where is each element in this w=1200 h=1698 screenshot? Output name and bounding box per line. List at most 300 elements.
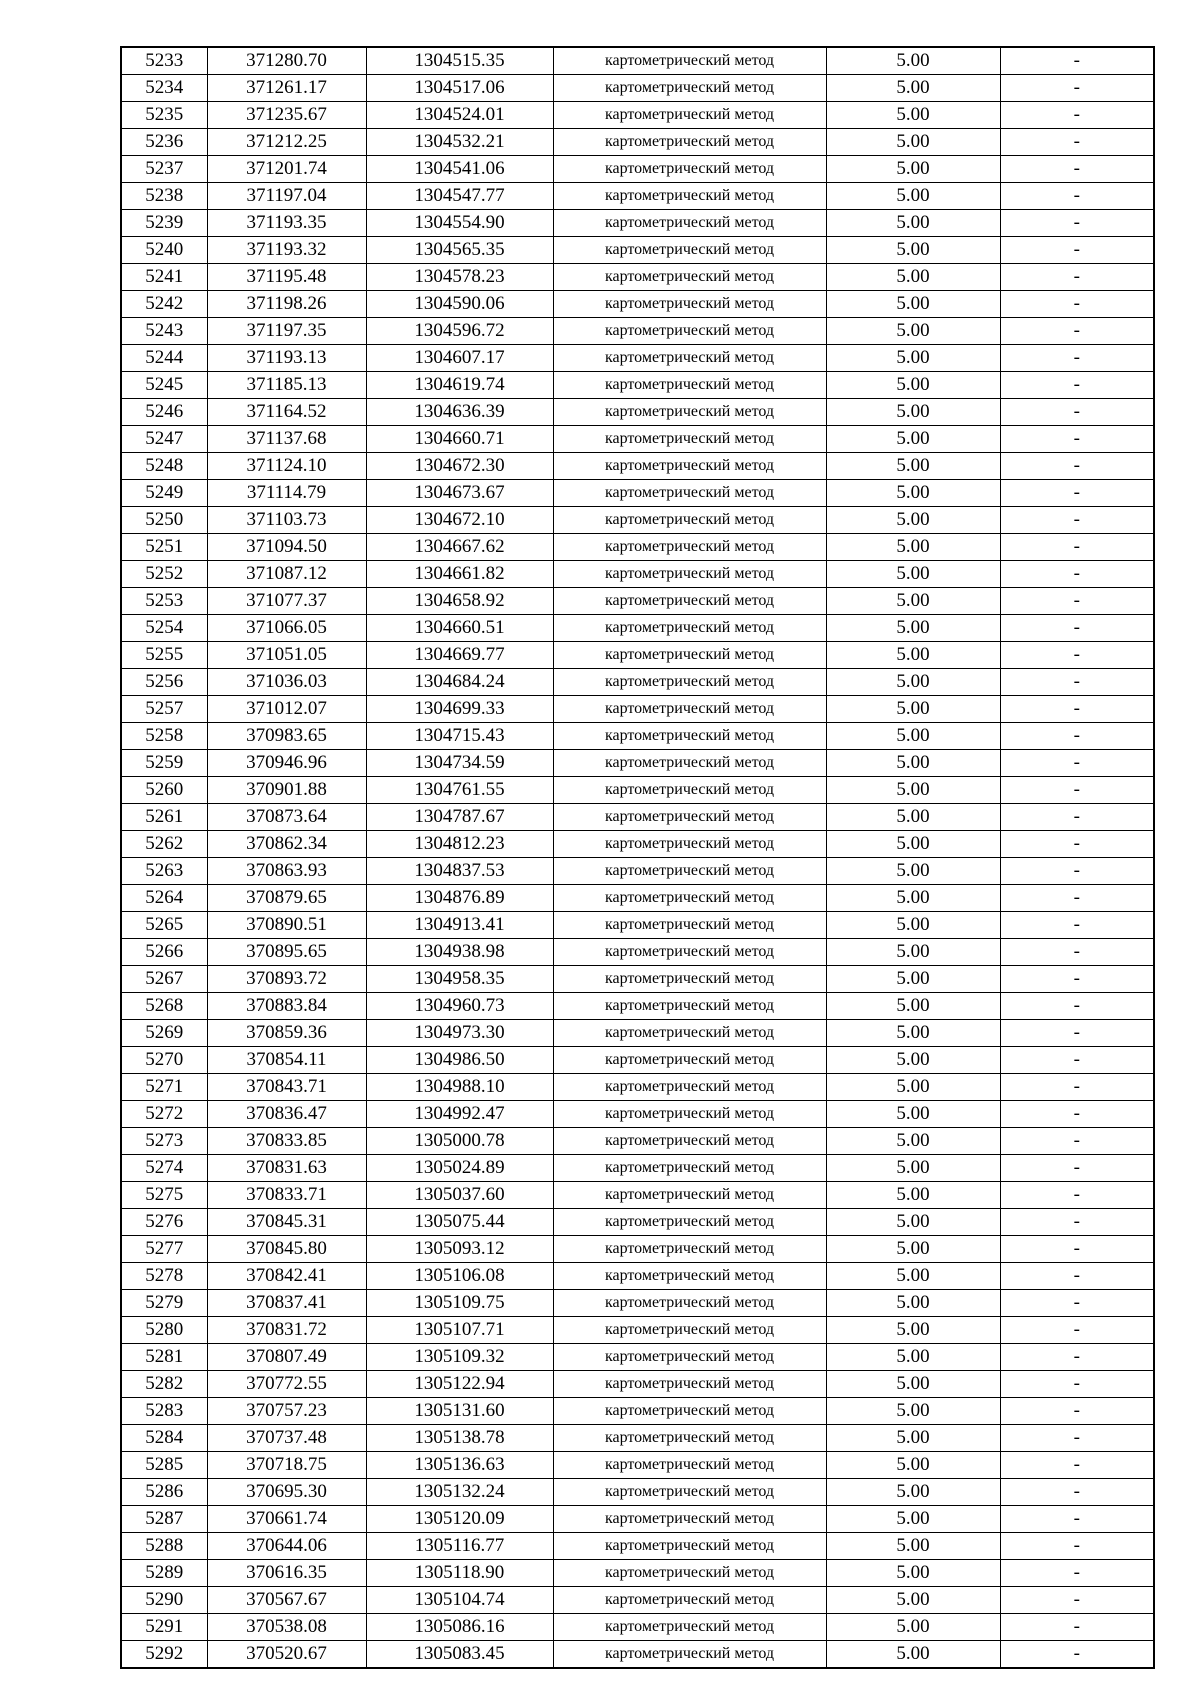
table-row xyxy=(121,1587,1154,1614)
note-cell: - xyxy=(1000,669,1154,696)
table-row xyxy=(121,723,1154,750)
table-row xyxy=(121,102,1154,129)
accuracy-cell: 5.00 xyxy=(826,939,1000,966)
y-coordinate-cell: 1305037.60 xyxy=(366,1182,553,1209)
accuracy-cell: 5.00 xyxy=(826,291,1000,318)
accuracy-cell: 5.00 xyxy=(826,1182,1000,1209)
accuracy-cell: 5.00 xyxy=(826,696,1000,723)
note-cell: - xyxy=(1000,129,1154,156)
y-coordinate-cell: 1305109.32 xyxy=(366,1344,553,1371)
method-cell: картометрический метод xyxy=(553,129,826,156)
point-number-cell: 5257 xyxy=(121,696,207,723)
x-coordinate-cell: 371195.48 xyxy=(207,264,366,291)
note-cell: - xyxy=(1000,561,1154,588)
point-number-cell: 5292 xyxy=(121,1641,207,1669)
accuracy-cell: 5.00 xyxy=(826,1344,1000,1371)
x-coordinate-cell: 371198.26 xyxy=(207,291,366,318)
accuracy-cell: 5.00 xyxy=(826,453,1000,480)
point-number-cell: 5284 xyxy=(121,1425,207,1452)
table-row xyxy=(121,1290,1154,1317)
method-cell: картометрический метод xyxy=(553,615,826,642)
accuracy-cell: 5.00 xyxy=(826,264,1000,291)
y-coordinate-cell: 1304672.30 xyxy=(366,453,553,480)
note-cell: - xyxy=(1000,858,1154,885)
method-cell: картометрический метод xyxy=(553,993,826,1020)
method-cell: картометрический метод xyxy=(553,1533,826,1560)
accuracy-cell: 5.00 xyxy=(826,372,1000,399)
point-number-cell: 5246 xyxy=(121,399,207,426)
y-coordinate-cell: 1304734.59 xyxy=(366,750,553,777)
method-cell: картометрический метод xyxy=(553,345,826,372)
accuracy-cell: 5.00 xyxy=(826,1560,1000,1587)
method-cell: картометрический метод xyxy=(553,966,826,993)
x-coordinate-cell: 371212.25 xyxy=(207,129,366,156)
method-cell: картометрический метод xyxy=(553,210,826,237)
note-cell: - xyxy=(1000,1128,1154,1155)
table-row xyxy=(121,1641,1154,1669)
accuracy-cell: 5.00 xyxy=(826,345,1000,372)
y-coordinate-cell: 1305122.94 xyxy=(366,1371,553,1398)
table-row xyxy=(121,318,1154,345)
accuracy-cell: 5.00 xyxy=(826,318,1000,345)
accuracy-cell: 5.00 xyxy=(826,183,1000,210)
method-cell: картометрический метод xyxy=(553,696,826,723)
method-cell: картометрический метод xyxy=(553,75,826,102)
accuracy-cell: 5.00 xyxy=(826,1128,1000,1155)
point-number-cell: 5249 xyxy=(121,480,207,507)
table-row xyxy=(121,372,1154,399)
x-coordinate-cell: 370695.30 xyxy=(207,1479,366,1506)
y-coordinate-cell: 1305132.24 xyxy=(366,1479,553,1506)
point-number-cell: 5260 xyxy=(121,777,207,804)
note-cell: - xyxy=(1000,1560,1154,1587)
note-cell: - xyxy=(1000,75,1154,102)
accuracy-cell: 5.00 xyxy=(826,1479,1000,1506)
point-number-cell: 5250 xyxy=(121,507,207,534)
accuracy-cell: 5.00 xyxy=(826,885,1000,912)
y-coordinate-cell: 1304660.51 xyxy=(366,615,553,642)
accuracy-cell: 5.00 xyxy=(826,1506,1000,1533)
accuracy-cell: 5.00 xyxy=(826,156,1000,183)
point-number-cell: 5245 xyxy=(121,372,207,399)
table-row xyxy=(121,885,1154,912)
y-coordinate-cell: 1304578.23 xyxy=(366,264,553,291)
x-coordinate-cell: 371114.79 xyxy=(207,480,366,507)
table-row xyxy=(121,1425,1154,1452)
y-coordinate-cell: 1304715.43 xyxy=(366,723,553,750)
point-number-cell: 5238 xyxy=(121,183,207,210)
point-number-cell: 5273 xyxy=(121,1128,207,1155)
point-number-cell: 5285 xyxy=(121,1452,207,1479)
accuracy-cell: 5.00 xyxy=(826,399,1000,426)
point-number-cell: 5237 xyxy=(121,156,207,183)
y-coordinate-cell: 1305024.89 xyxy=(366,1155,553,1182)
table-row xyxy=(121,237,1154,264)
y-coordinate-cell: 1304565.35 xyxy=(366,237,553,264)
point-number-cell: 5248 xyxy=(121,453,207,480)
point-number-cell: 5258 xyxy=(121,723,207,750)
note-cell: - xyxy=(1000,1020,1154,1047)
note-cell: - xyxy=(1000,1182,1154,1209)
accuracy-cell: 5.00 xyxy=(826,129,1000,156)
table-row xyxy=(121,1128,1154,1155)
x-coordinate-cell: 370843.71 xyxy=(207,1074,366,1101)
point-number-cell: 5291 xyxy=(121,1614,207,1641)
method-cell: картометрический метод xyxy=(553,1452,826,1479)
method-cell: картометрический метод xyxy=(553,804,826,831)
accuracy-cell: 5.00 xyxy=(826,210,1000,237)
point-number-cell: 5270 xyxy=(121,1047,207,1074)
y-coordinate-cell: 1304761.55 xyxy=(366,777,553,804)
method-cell: картометрический метод xyxy=(553,1290,826,1317)
table-row xyxy=(121,1452,1154,1479)
x-coordinate-cell: 370845.80 xyxy=(207,1236,366,1263)
accuracy-cell: 5.00 xyxy=(826,1047,1000,1074)
table-row xyxy=(121,1182,1154,1209)
point-number-cell: 5261 xyxy=(121,804,207,831)
table-row xyxy=(121,642,1154,669)
y-coordinate-cell: 1304787.67 xyxy=(366,804,553,831)
y-coordinate-cell: 1304672.10 xyxy=(366,507,553,534)
note-cell: - xyxy=(1000,1506,1154,1533)
method-cell: картометрический метод xyxy=(553,750,826,777)
y-coordinate-cell: 1304669.77 xyxy=(366,642,553,669)
table-row xyxy=(121,1020,1154,1047)
accuracy-cell: 5.00 xyxy=(826,1371,1000,1398)
coordinates-table-body xyxy=(121,47,1154,1668)
note-cell: - xyxy=(1000,1209,1154,1236)
x-coordinate-cell: 371193.13 xyxy=(207,345,366,372)
method-cell: картометрический метод xyxy=(553,1074,826,1101)
table-row xyxy=(121,615,1154,642)
x-coordinate-cell: 370879.65 xyxy=(207,885,366,912)
y-coordinate-cell: 1304986.50 xyxy=(366,1047,553,1074)
x-coordinate-cell: 371261.17 xyxy=(207,75,366,102)
table-row xyxy=(121,75,1154,102)
method-cell: картометрический метод xyxy=(553,642,826,669)
y-coordinate-cell: 1305109.75 xyxy=(366,1290,553,1317)
point-number-cell: 5287 xyxy=(121,1506,207,1533)
note-cell: - xyxy=(1000,1236,1154,1263)
point-number-cell: 5286 xyxy=(121,1479,207,1506)
x-coordinate-cell: 371164.52 xyxy=(207,399,366,426)
x-coordinate-cell: 371012.07 xyxy=(207,696,366,723)
y-coordinate-cell: 1304660.71 xyxy=(366,426,553,453)
note-cell: - xyxy=(1000,291,1154,318)
x-coordinate-cell: 370836.47 xyxy=(207,1101,366,1128)
point-number-cell: 5243 xyxy=(121,318,207,345)
method-cell: картометрический метод xyxy=(553,183,826,210)
accuracy-cell: 5.00 xyxy=(826,1425,1000,1452)
table-row xyxy=(121,588,1154,615)
note-cell: - xyxy=(1000,1074,1154,1101)
method-cell: картометрический метод xyxy=(553,939,826,966)
point-number-cell: 5241 xyxy=(121,264,207,291)
method-cell: картометрический метод xyxy=(553,588,826,615)
x-coordinate-cell: 371280.70 xyxy=(207,47,366,75)
accuracy-cell: 5.00 xyxy=(826,102,1000,129)
x-coordinate-cell: 371094.50 xyxy=(207,534,366,561)
method-cell: картометрический метод xyxy=(553,885,826,912)
table-row xyxy=(121,480,1154,507)
accuracy-cell: 5.00 xyxy=(826,777,1000,804)
y-coordinate-cell: 1305104.74 xyxy=(366,1587,553,1614)
x-coordinate-cell: 370983.65 xyxy=(207,723,366,750)
method-cell: картометрический метод xyxy=(553,372,826,399)
x-coordinate-cell: 370520.67 xyxy=(207,1641,366,1669)
y-coordinate-cell: 1304992.47 xyxy=(366,1101,553,1128)
method-cell: картометрический метод xyxy=(553,507,826,534)
table-row xyxy=(121,129,1154,156)
point-number-cell: 5267 xyxy=(121,966,207,993)
note-cell: - xyxy=(1000,1479,1154,1506)
point-number-cell: 5234 xyxy=(121,75,207,102)
point-number-cell: 5236 xyxy=(121,129,207,156)
method-cell: картометрический метод xyxy=(553,1398,826,1425)
note-cell: - xyxy=(1000,1452,1154,1479)
x-coordinate-cell: 370567.67 xyxy=(207,1587,366,1614)
y-coordinate-cell: 1304684.24 xyxy=(366,669,553,696)
table-row xyxy=(121,1479,1154,1506)
y-coordinate-cell: 1304607.17 xyxy=(366,345,553,372)
method-cell: картометрический метод xyxy=(553,1587,826,1614)
accuracy-cell: 5.00 xyxy=(826,1020,1000,1047)
y-coordinate-cell: 1305131.60 xyxy=(366,1398,553,1425)
y-coordinate-cell: 1305093.12 xyxy=(366,1236,553,1263)
point-number-cell: 5254 xyxy=(121,615,207,642)
y-coordinate-cell: 1304960.73 xyxy=(366,993,553,1020)
note-cell: - xyxy=(1000,534,1154,561)
y-coordinate-cell: 1305107.71 xyxy=(366,1317,553,1344)
x-coordinate-cell: 371103.73 xyxy=(207,507,366,534)
point-number-cell: 5253 xyxy=(121,588,207,615)
x-coordinate-cell: 370757.23 xyxy=(207,1398,366,1425)
method-cell: картометрический метод xyxy=(553,1155,826,1182)
table-row xyxy=(121,1533,1154,1560)
point-number-cell: 5278 xyxy=(121,1263,207,1290)
table-row xyxy=(121,183,1154,210)
note-cell: - xyxy=(1000,156,1154,183)
table-row xyxy=(121,1506,1154,1533)
note-cell: - xyxy=(1000,1047,1154,1074)
method-cell: картометрический метод xyxy=(553,102,826,129)
method-cell: картометрический метод xyxy=(553,1263,826,1290)
method-cell: картометрический метод xyxy=(553,1560,826,1587)
point-number-cell: 5269 xyxy=(121,1020,207,1047)
table-row xyxy=(121,507,1154,534)
table-row xyxy=(121,534,1154,561)
accuracy-cell: 5.00 xyxy=(826,1587,1000,1614)
note-cell: - xyxy=(1000,696,1154,723)
point-number-cell: 5262 xyxy=(121,831,207,858)
y-coordinate-cell: 1304667.62 xyxy=(366,534,553,561)
y-coordinate-cell: 1304541.06 xyxy=(366,156,553,183)
note-cell: - xyxy=(1000,615,1154,642)
table-row xyxy=(121,1398,1154,1425)
table-row xyxy=(121,1155,1154,1182)
accuracy-cell: 5.00 xyxy=(826,750,1000,777)
table-row xyxy=(121,345,1154,372)
point-number-cell: 5275 xyxy=(121,1182,207,1209)
y-coordinate-cell: 1304988.10 xyxy=(366,1074,553,1101)
x-coordinate-cell: 370895.65 xyxy=(207,939,366,966)
table-row xyxy=(121,1074,1154,1101)
note-cell: - xyxy=(1000,1587,1154,1614)
note-cell: - xyxy=(1000,588,1154,615)
note-cell: - xyxy=(1000,642,1154,669)
y-coordinate-cell: 1305086.16 xyxy=(366,1614,553,1641)
x-coordinate-cell: 370718.75 xyxy=(207,1452,366,1479)
note-cell: - xyxy=(1000,723,1154,750)
x-coordinate-cell: 370616.35 xyxy=(207,1560,366,1587)
method-cell: картометрический метод xyxy=(553,318,826,345)
x-coordinate-cell: 371197.35 xyxy=(207,318,366,345)
y-coordinate-cell: 1304913.41 xyxy=(366,912,553,939)
table-row xyxy=(121,1560,1154,1587)
table-row xyxy=(121,1047,1154,1074)
y-coordinate-cell: 1304812.23 xyxy=(366,831,553,858)
table-row xyxy=(121,912,1154,939)
note-cell: - xyxy=(1000,1614,1154,1641)
point-number-cell: 5272 xyxy=(121,1101,207,1128)
x-coordinate-cell: 371087.12 xyxy=(207,561,366,588)
note-cell: - xyxy=(1000,264,1154,291)
accuracy-cell: 5.00 xyxy=(826,723,1000,750)
y-coordinate-cell: 1304938.98 xyxy=(366,939,553,966)
x-coordinate-cell: 370772.55 xyxy=(207,1371,366,1398)
accuracy-cell: 5.00 xyxy=(826,669,1000,696)
note-cell: - xyxy=(1000,210,1154,237)
accuracy-cell: 5.00 xyxy=(826,561,1000,588)
method-cell: картометрический метод xyxy=(553,237,826,264)
accuracy-cell: 5.00 xyxy=(826,588,1000,615)
y-coordinate-cell: 1304517.06 xyxy=(366,75,553,102)
note-cell: - xyxy=(1000,1371,1154,1398)
point-number-cell: 5282 xyxy=(121,1371,207,1398)
document-page xyxy=(120,46,1153,1669)
table-row xyxy=(121,1236,1154,1263)
accuracy-cell: 5.00 xyxy=(826,804,1000,831)
y-coordinate-cell: 1305120.09 xyxy=(366,1506,553,1533)
y-coordinate-cell: 1305138.78 xyxy=(366,1425,553,1452)
point-number-cell: 5265 xyxy=(121,912,207,939)
x-coordinate-cell: 370831.63 xyxy=(207,1155,366,1182)
point-number-cell: 5233 xyxy=(121,47,207,75)
x-coordinate-cell: 371066.05 xyxy=(207,615,366,642)
method-cell: картометрический метод xyxy=(553,453,826,480)
point-number-cell: 5281 xyxy=(121,1344,207,1371)
accuracy-cell: 5.00 xyxy=(826,831,1000,858)
note-cell: - xyxy=(1000,1317,1154,1344)
accuracy-cell: 5.00 xyxy=(826,615,1000,642)
note-cell: - xyxy=(1000,1641,1154,1669)
accuracy-cell: 5.00 xyxy=(826,426,1000,453)
table-row xyxy=(121,696,1154,723)
note-cell: - xyxy=(1000,453,1154,480)
accuracy-cell: 5.00 xyxy=(826,1236,1000,1263)
y-coordinate-cell: 1304547.77 xyxy=(366,183,553,210)
table-row xyxy=(121,453,1154,480)
method-cell: картометрический метод xyxy=(553,1344,826,1371)
method-cell: картометрический метод xyxy=(553,723,826,750)
table-row xyxy=(121,47,1154,75)
y-coordinate-cell: 1304636.39 xyxy=(366,399,553,426)
note-cell: - xyxy=(1000,804,1154,831)
accuracy-cell: 5.00 xyxy=(826,993,1000,1020)
point-number-cell: 5266 xyxy=(121,939,207,966)
x-coordinate-cell: 370893.72 xyxy=(207,966,366,993)
note-cell: - xyxy=(1000,1101,1154,1128)
accuracy-cell: 5.00 xyxy=(826,1614,1000,1641)
accuracy-cell: 5.00 xyxy=(826,47,1000,75)
x-coordinate-cell: 371137.68 xyxy=(207,426,366,453)
note-cell: - xyxy=(1000,1290,1154,1317)
y-coordinate-cell: 1304973.30 xyxy=(366,1020,553,1047)
point-number-cell: 5290 xyxy=(121,1587,207,1614)
y-coordinate-cell: 1305106.08 xyxy=(366,1263,553,1290)
y-coordinate-cell: 1304837.53 xyxy=(366,858,553,885)
method-cell: картометрический метод xyxy=(553,777,826,804)
table-row xyxy=(121,669,1154,696)
table-row xyxy=(121,804,1154,831)
y-coordinate-cell: 1304876.89 xyxy=(366,885,553,912)
method-cell: картометрический метод xyxy=(553,831,826,858)
y-coordinate-cell: 1304661.82 xyxy=(366,561,553,588)
note-cell: - xyxy=(1000,399,1154,426)
method-cell: картометрический метод xyxy=(553,480,826,507)
y-coordinate-cell: 1304524.01 xyxy=(366,102,553,129)
x-coordinate-cell: 370661.74 xyxy=(207,1506,366,1533)
note-cell: - xyxy=(1000,966,1154,993)
x-coordinate-cell: 371193.32 xyxy=(207,237,366,264)
table-row xyxy=(121,561,1154,588)
y-coordinate-cell: 1305075.44 xyxy=(366,1209,553,1236)
x-coordinate-cell: 371124.10 xyxy=(207,453,366,480)
y-coordinate-cell: 1304658.92 xyxy=(366,588,553,615)
note-cell: - xyxy=(1000,237,1154,264)
table-row xyxy=(121,1101,1154,1128)
method-cell: картометрический метод xyxy=(553,1236,826,1263)
coordinates-table xyxy=(120,46,1155,1669)
point-number-cell: 5259 xyxy=(121,750,207,777)
accuracy-cell: 5.00 xyxy=(826,1398,1000,1425)
x-coordinate-cell: 370862.34 xyxy=(207,831,366,858)
table-row xyxy=(121,1317,1154,1344)
method-cell: картометрический метод xyxy=(553,1425,826,1452)
accuracy-cell: 5.00 xyxy=(826,858,1000,885)
note-cell: - xyxy=(1000,885,1154,912)
y-coordinate-cell: 1304590.06 xyxy=(366,291,553,318)
point-number-cell: 5252 xyxy=(121,561,207,588)
note-cell: - xyxy=(1000,777,1154,804)
x-coordinate-cell: 370845.31 xyxy=(207,1209,366,1236)
accuracy-cell: 5.00 xyxy=(826,1155,1000,1182)
method-cell: картометрический метод xyxy=(553,1506,826,1533)
method-cell: картометрический метод xyxy=(553,561,826,588)
note-cell: - xyxy=(1000,993,1154,1020)
x-coordinate-cell: 370883.84 xyxy=(207,993,366,1020)
table-row xyxy=(121,777,1154,804)
point-number-cell: 5235 xyxy=(121,102,207,129)
note-cell: - xyxy=(1000,912,1154,939)
accuracy-cell: 5.00 xyxy=(826,1533,1000,1560)
note-cell: - xyxy=(1000,939,1154,966)
accuracy-cell: 5.00 xyxy=(826,642,1000,669)
accuracy-cell: 5.00 xyxy=(826,237,1000,264)
point-number-cell: 5247 xyxy=(121,426,207,453)
table-row xyxy=(121,939,1154,966)
method-cell: картометрический метод xyxy=(553,1479,826,1506)
